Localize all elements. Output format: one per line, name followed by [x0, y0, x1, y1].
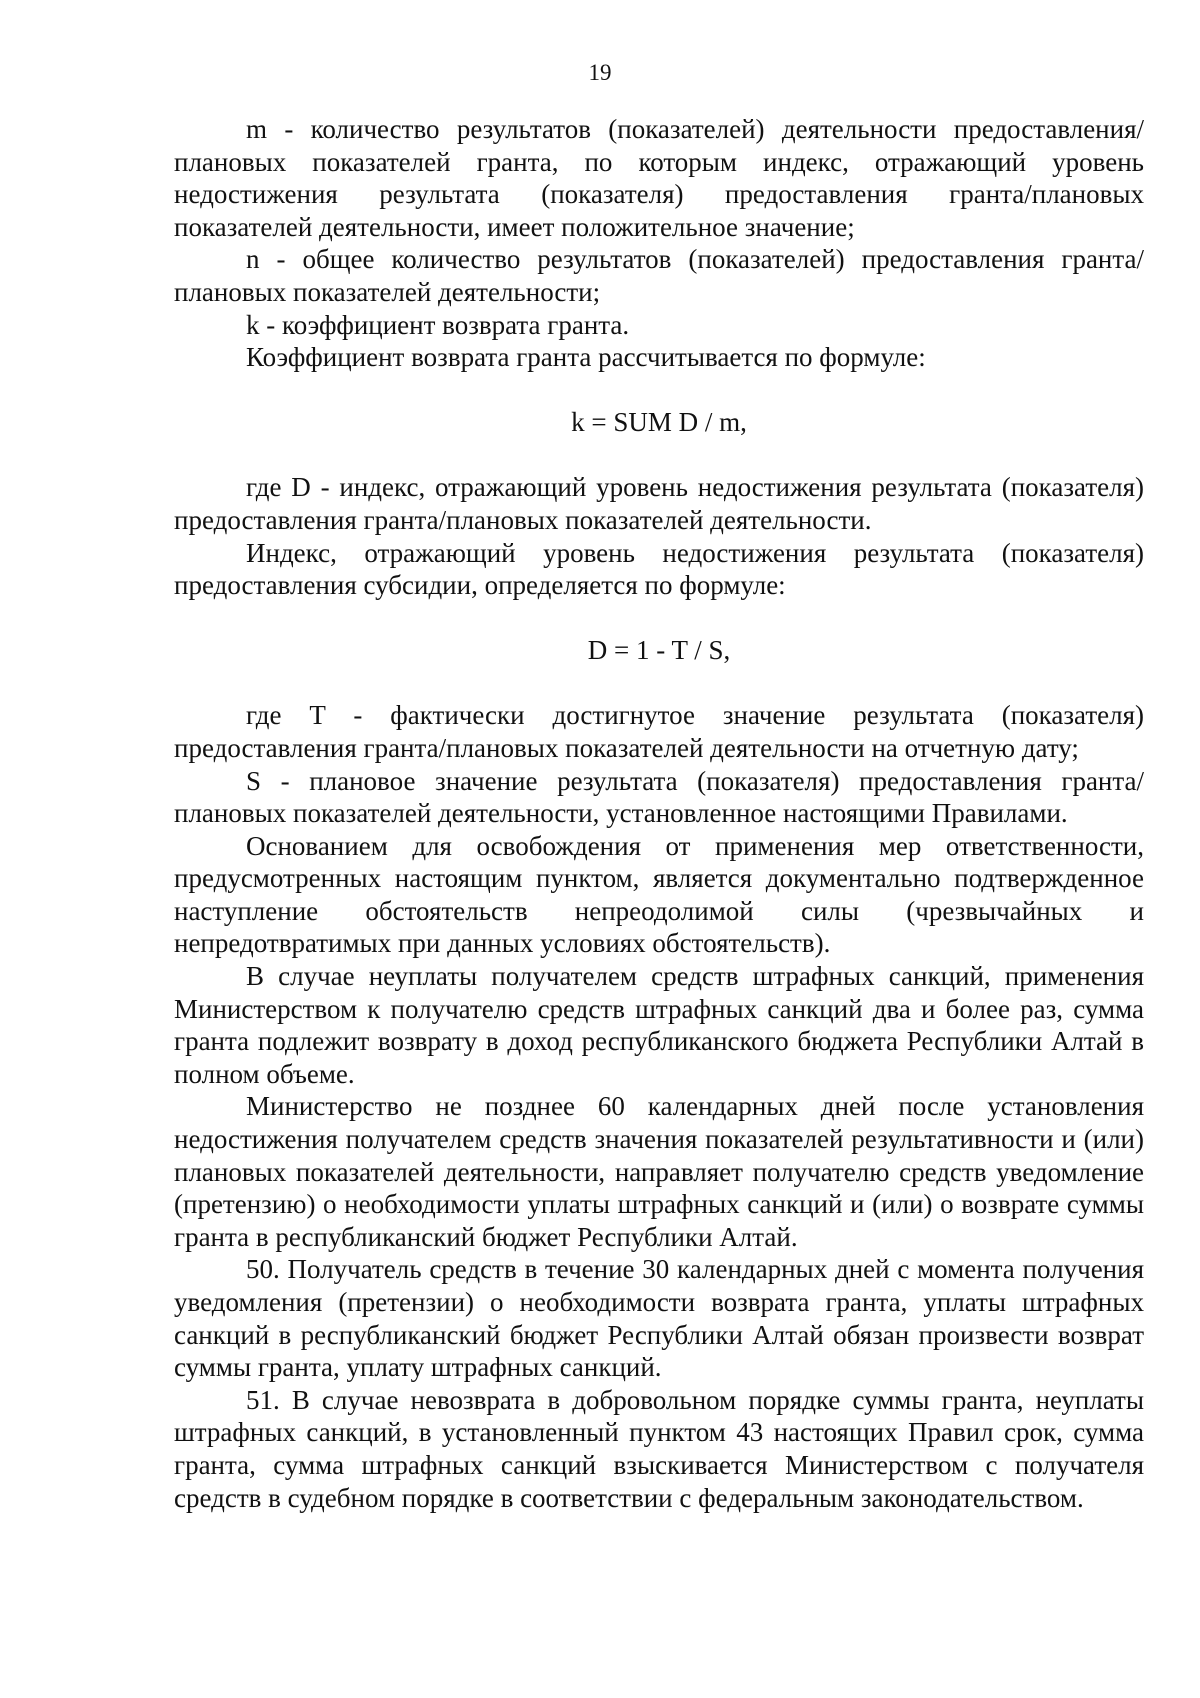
formula-intro-d: Индекс, отражающий уровень недостижения результата (показателя) предоставления субсидии, определяется по формуле:	[174, 537, 1144, 601]
force-majeure-paragraph: Основанием для освобождения от применения мер ответственности, предусмотренных настоящим пунктом, является документально подтвержденное наступление обстоятельств непреодолимой силы (чрезвычайных и непредотвратимых при данных условиях обстоятельств).	[174, 830, 1144, 959]
definition-d: где D - индекс, отражающий уровень недостижения результата (показателя) предоставления гранта/плановых показателей деятельности.	[174, 472, 1144, 535]
non-payment-paragraph: В случае неуплаты получателем средств штрафных санкций, применения Министерством к получателю средств штрафных санкций два и более раз, сумма гранта подлежит возврату в доход республиканского бюджета Республики Алтай в полном объеме.	[174, 961, 1144, 1089]
definition-n: n - общее количество результатов (показателей) предоставления гранта/плановых показателей деятельности;	[174, 244, 1144, 307]
ministry-notice-paragraph: Министерство не позднее 60 календарных дней после установления недостижения получателем средств значения показателей результативности и (или) плановых показателей деятельности, направляет получателю средств уведомление (претензию) о необходимости уплаты штрафных санкций и (или) о возврате суммы гранта в республиканский бюджет Республики Алтай.	[174, 1091, 1144, 1252]
clause-50: 50. Получатель средств в течение 30 календарных дней с момента получения уведомления (претензии) о необходимости возврата гранта, уплаты штрафных санкций в республиканский бюджет Республики Алтай обязан произвести возврат суммы гранта, уплату штрафных санкций.	[174, 1254, 1144, 1383]
definition-k: k - коэффициент возврата гранта.	[246, 309, 630, 340]
clause-51: 51. В случае невозврата в добровольном порядке суммы гранта, неуплаты штрафных санкций, в установленный пунктом 43 настоящих Правил срок, сумма гранта, сумма штрафных санкций взыскивается Министерством с получателя средств в судебном порядке в соответствии с федеральным законодательством.	[174, 1384, 1144, 1513]
definition-s: S - плановое значение результата (показателя) предоставления гранта/плановых показателей деятельности, установленное настоящими Правилами.	[174, 765, 1144, 829]
document-body	[174, 113, 1144, 1514]
formula-k: k = SUM D / m,	[571, 406, 747, 437]
page-number: 19	[588, 60, 612, 85]
definition-m: m - количество результатов (показателей) деятельности предоставления/плановых показателей гранта, по которым индекс, отражающий уровень недостижения результата (показателя) предоставления гранта/плановых показателей деятельности, имеет положительное значение;	[174, 114, 1144, 242]
formula-intro-k: Коэффициент возврата гранта рассчитывается по формуле:	[246, 342, 926, 373]
definition-t: где T - фактически достигнутое значение результата (показателя) предоставления гранта/плановых показателей деятельности на отчетную дату;	[174, 700, 1144, 763]
formula-d: D = 1 - T / S,	[587, 634, 731, 665]
